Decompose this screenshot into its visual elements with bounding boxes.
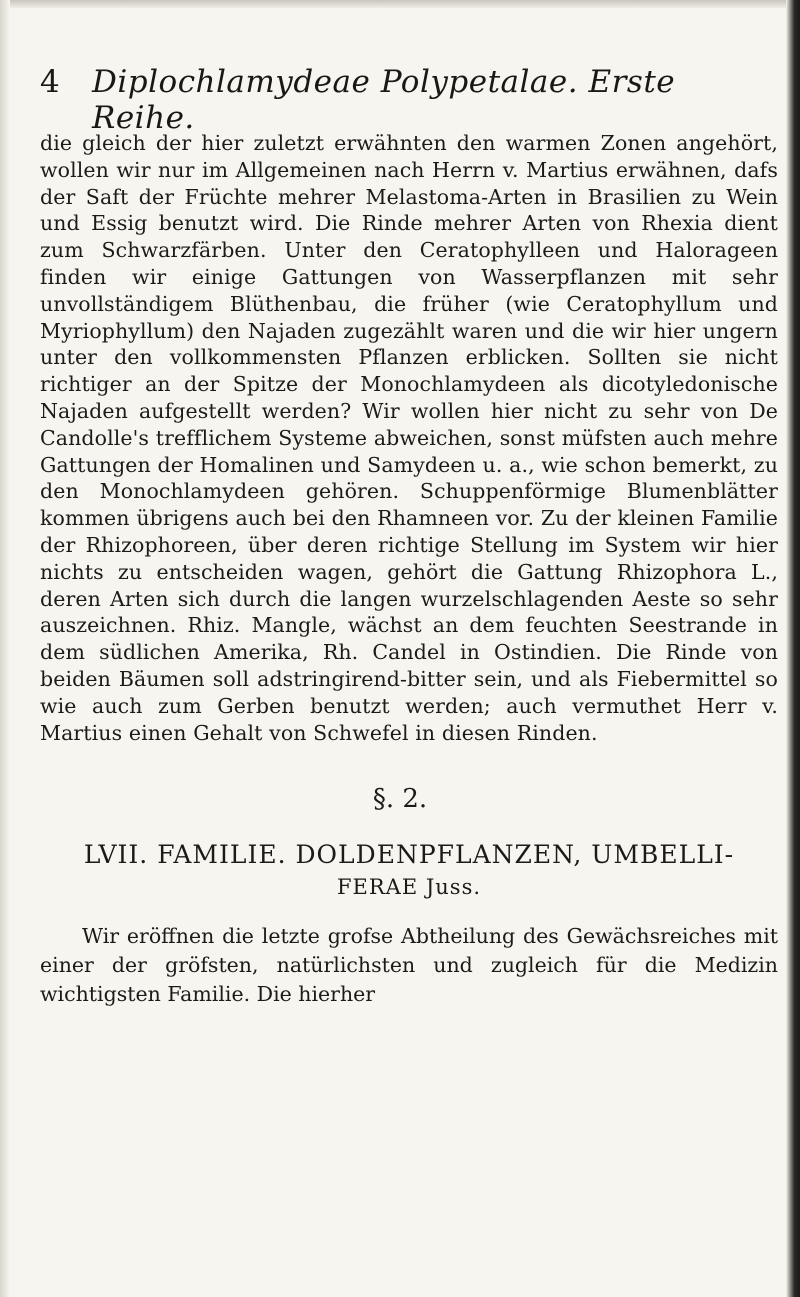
page-left-edge	[0, 0, 10, 1297]
section-mark: §. 2.	[372, 784, 428, 814]
body-text-block	[40, 130, 778, 746]
family-subtitle: FERAE Juss.	[336, 875, 482, 899]
page-top-edge	[0, 0, 800, 8]
running-header	[40, 64, 770, 136]
family-heading: LVII. FAMILIE. DOLDENPFLANZEN, UMBELLI-	[83, 840, 735, 869]
running-title: Diplochlamydeae Polypetalae. Erste Reihe.	[92, 64, 676, 136]
family-intro-text	[40, 922, 778, 1009]
page-number: 4	[40, 64, 60, 100]
family-intro-paragraph: Wir eröffnen die letzte grofse Abtheilung des Gewächsreiches mit einer der gröfsten, natürlichsten und zugleich für die Medizin wichtigsten Familie. Die hierher	[40, 924, 778, 1006]
body-paragraph: die gleich der hier zuletzt erwähnten den warmen Zonen angehört, wollen wir nur im Allgemeinen nach Herrn v. Martius erwähnen, dafs der Saft der Früchte mehrer Melastoma-Arten in Brasilien zu Wein und Essig benutzt wird. Die Rinde mehrer Arten von Rhexia dient zum Schwarzfärben. Unter den Ceratophylleen und Halorageen finden wir einige Gattungen von Wasserpflanzen mit sehr unvollständigem Blüthenbau, die früher (wie Ceratophyllum und Myriophyllum) den Najaden zugezählt waren und die wir hier ungern unter den vollkommensten Pflanzen erblicken. Sollten sie nicht richtiger an der Spitze der Monochlamydeen als dicotyledonische Najaden aufgestellt werden? Wir wollen hier nicht zu sehr von De Candolle's trefflichem Systeme abweichen, sonst müfsten auch mehre Gattungen der Homalinen und Samydeen u. a., wie schon bemerkt, zu den Monochlamydeen gehören. Schuppenförmige Blumenblätter kommen übrigens auch bei den Rhamneen vor. Zu der kleinen Familie der Rhizophoreen, über deren richtige Stellung im System wir hier nichts zu entscheiden wagen, gehört die Gattung Rhizophora L., deren Arten sich durch die langen wurzelschlagenden Aeste so sehr auszeichnen. Rhiz. Mangle, wächst an dem feuchten Seestrande in dem südlichen Amerika, Rh. Candel in Ostindien. Die Rinde von beiden Bäumen soll adstringirend-bitter sein, und als Fiebermittel so wie auch zum Gerben benutzt werden; auch vermuthet Herr v. Martius einen Gehalt von Schwefel in diesen Rinden.	[40, 131, 778, 745]
page-binding-edge	[786, 0, 800, 1297]
